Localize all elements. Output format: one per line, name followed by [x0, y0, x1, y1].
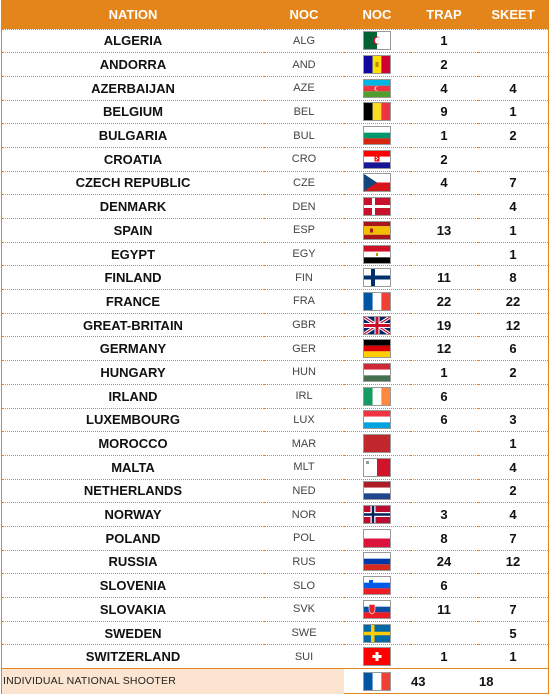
flag-bel-icon [344, 102, 410, 121]
skeet-cell [478, 574, 548, 598]
header-noc: NOC [289, 7, 319, 23]
table-row [2, 361, 548, 385]
trap-cell: 22 [410, 290, 478, 314]
nation-cell: GERMANY [2, 337, 264, 361]
flag-cell [344, 100, 410, 124]
skeet-cell: 4 [478, 455, 548, 479]
nation-cell: BULGARIA [2, 124, 264, 148]
skeet-cell: 6 [478, 337, 548, 361]
trap-cell: 12 [410, 337, 478, 361]
flag-cell [344, 242, 410, 266]
trap-cell: 1 [410, 361, 478, 385]
flag-cell [344, 76, 410, 100]
nation-cell: GREAT-BRITAIN [2, 313, 264, 337]
header-skeet: SKEET [491, 7, 535, 23]
flag-alg-icon [344, 31, 410, 50]
nation-cell: CROATIA [2, 147, 264, 171]
flag-egy-icon [344, 245, 410, 264]
nation-cell: BELGIUM [2, 100, 264, 124]
nation-cell: FINLAND [2, 266, 264, 290]
table-row [2, 290, 548, 314]
flag-rus-icon [344, 552, 410, 571]
noc-cell: AZE [264, 76, 344, 100]
skeet-cell: 1 [478, 242, 548, 266]
skeet-cell [478, 147, 548, 171]
noc-cell: NED [264, 479, 344, 503]
trap-cell: 2 [410, 147, 478, 171]
flag-lux-icon [344, 410, 410, 429]
noc-cell: LUX [264, 408, 344, 432]
flag-nor-icon [344, 505, 410, 524]
nation-cell: MALTA [2, 455, 264, 479]
nation-cell: SLOVAKIA [2, 598, 264, 622]
trap-cell [410, 621, 478, 645]
nation-cell: FRANCE [2, 290, 264, 314]
noc-cell: SUI [264, 645, 344, 669]
flag-esp-icon [344, 221, 410, 240]
table-row [2, 408, 548, 432]
trap-cell: 4 [410, 76, 478, 100]
skeet-cell: 1 [478, 645, 548, 669]
flag-cell [344, 479, 410, 503]
trap-cell: 13 [410, 219, 478, 243]
flag-cell [344, 526, 410, 550]
flag-mlt-icon [344, 458, 410, 477]
noc-cell: SVK [264, 598, 344, 622]
nation-cell: POLAND [2, 526, 264, 550]
flag-cell [344, 219, 410, 243]
table-row [2, 526, 548, 550]
table-row [2, 266, 548, 290]
nation-cell: LUXEMBOURG [2, 408, 264, 432]
flag-svk-icon [344, 600, 410, 619]
table-row [2, 337, 548, 361]
table-row [2, 100, 548, 124]
skeet-cell: 3 [478, 408, 548, 432]
flag-cell [344, 195, 410, 219]
noc-cell: MLT [264, 455, 344, 479]
skeet-cell: 2 [478, 361, 548, 385]
skeet-cell: 4 [478, 503, 548, 527]
flag-bul-icon [344, 126, 410, 145]
nation-cell: SPAIN [2, 219, 264, 243]
flag-cell [344, 645, 410, 669]
flag-cell [344, 290, 410, 314]
noc-cell: SLO [264, 574, 344, 598]
table-row [2, 124, 548, 148]
footer-trap: 43 [410, 669, 478, 694]
flag-cell [344, 408, 410, 432]
entries-table-panel [1, 0, 549, 694]
entries-table [2, 1, 548, 694]
flag-cell [344, 621, 410, 645]
table-row [2, 432, 548, 456]
footer-skeet: 18 [478, 669, 548, 694]
noc-cell: POL [264, 526, 344, 550]
table-row [2, 645, 548, 669]
table-row [2, 574, 548, 598]
skeet-cell: 2 [478, 124, 548, 148]
table-row [2, 550, 548, 574]
trap-cell: 2 [410, 53, 478, 77]
table-header-row [2, 1, 548, 29]
table-row [2, 621, 548, 645]
skeet-cell: 1 [478, 100, 548, 124]
skeet-cell: 7 [478, 526, 548, 550]
trap-cell: 24 [410, 550, 478, 574]
trap-cell: 3 [410, 503, 478, 527]
header-nation: NATION [108, 7, 158, 23]
skeet-cell: 12 [478, 550, 548, 574]
flag-fin-icon [344, 268, 410, 287]
nation-cell: RUSSIA [2, 550, 264, 574]
trap-cell: 1 [410, 29, 478, 53]
table-row [2, 479, 548, 503]
trap-cell: 6 [410, 408, 478, 432]
skeet-cell: 8 [478, 266, 548, 290]
trap-cell: 19 [410, 313, 478, 337]
flag-ned-icon [344, 481, 410, 500]
flag-slo-icon [344, 576, 410, 595]
skeet-cell [478, 53, 548, 77]
noc-cell: ESP [264, 219, 344, 243]
nation-cell: ANDORRA [2, 53, 264, 77]
flag-cell [344, 29, 410, 53]
trap-cell [410, 432, 478, 456]
trap-cell: 4 [410, 171, 478, 195]
trap-cell: 11 [410, 266, 478, 290]
nation-cell: AZERBAIJAN [2, 76, 264, 100]
skeet-cell: 4 [478, 76, 548, 100]
skeet-cell: 5 [478, 621, 548, 645]
noc-cell: CZE [264, 171, 344, 195]
trap-cell: 1 [410, 645, 478, 669]
noc-cell: AND [264, 53, 344, 77]
noc-cell: GER [264, 337, 344, 361]
nation-cell: CZECH REPUBLIC [2, 171, 264, 195]
table-row [2, 53, 548, 77]
nation-cell: SLOVENIA [2, 574, 264, 598]
trap-cell: 11 [410, 598, 478, 622]
trap-cell [410, 242, 478, 266]
flag-and-icon [344, 55, 410, 74]
skeet-cell: 4 [478, 195, 548, 219]
trap-cell: 6 [410, 384, 478, 408]
noc-cell: BUL [264, 124, 344, 148]
nation-cell: SWITZERLAND [2, 645, 264, 669]
skeet-cell: 1 [478, 432, 548, 456]
table-row [2, 171, 548, 195]
footer-flag-cell [344, 669, 410, 694]
flag-cell [344, 337, 410, 361]
table-row [2, 147, 548, 171]
flag-swe-icon [344, 624, 410, 643]
flag-gbr-icon [344, 316, 410, 335]
nation-cell: NETHERLANDS [2, 479, 264, 503]
table-row [2, 384, 548, 408]
header-trap: TRAP [426, 7, 462, 23]
noc-cell: ALG [264, 29, 344, 53]
trap-cell: 9 [410, 100, 478, 124]
skeet-cell [478, 29, 548, 53]
flag-pol-icon [344, 529, 410, 548]
table-row [2, 242, 548, 266]
flag-cro-icon [344, 150, 410, 169]
table-row [2, 503, 548, 527]
nation-cell: SWEDEN [2, 621, 264, 645]
flag-cell [344, 266, 410, 290]
noc-cell: SWE [264, 621, 344, 645]
trap-cell [410, 479, 478, 503]
table-row [2, 219, 548, 243]
skeet-cell: 7 [478, 598, 548, 622]
noc-cell: IRL [264, 384, 344, 408]
flag-aze-icon [344, 79, 410, 98]
flag-cell [344, 313, 410, 337]
flag-cell [344, 53, 410, 77]
flag-cell [344, 598, 410, 622]
nation-cell: MOROCCO [2, 432, 264, 456]
noc-cell: HUN [264, 361, 344, 385]
flag-irl-icon [344, 387, 410, 406]
trap-cell [410, 455, 478, 479]
table-row [2, 455, 548, 479]
noc-cell: DEN [264, 195, 344, 219]
table-row [2, 195, 548, 219]
skeet-cell: 2 [478, 479, 548, 503]
nation-cell: ALGERIA [2, 29, 264, 53]
flag-fra-icon [344, 292, 410, 311]
nation-cell: HUNGARY [2, 361, 264, 385]
flag-ger-icon [344, 339, 410, 358]
table-row [2, 76, 548, 100]
skeet-cell: 1 [478, 219, 548, 243]
trap-cell: 6 [410, 574, 478, 598]
skeet-cell: 7 [478, 171, 548, 195]
flag-sui-icon [344, 647, 410, 666]
noc-cell: FIN [264, 266, 344, 290]
noc-cell: GBR [264, 313, 344, 337]
trap-cell: 1 [410, 124, 478, 148]
flag-den-icon [344, 197, 410, 216]
trap-cell [410, 195, 478, 219]
table-row [2, 313, 548, 337]
noc-cell: NOR [264, 503, 344, 527]
table-row [2, 598, 548, 622]
flag-cell [344, 171, 410, 195]
table-row [2, 29, 548, 53]
flag-cell [344, 455, 410, 479]
flag-hun-icon [344, 363, 410, 382]
nation-cell: DENMARK [2, 195, 264, 219]
flag-cell [344, 550, 410, 574]
flag-mar-icon [344, 434, 410, 453]
flag-fra-icon [345, 672, 409, 691]
noc-cell: EGY [264, 242, 344, 266]
flag-cze-icon [344, 173, 410, 192]
footer-label: INDIVIDUAL NATIONAL SHOOTER [2, 669, 344, 694]
skeet-cell: 22 [478, 290, 548, 314]
nation-cell: IRLAND [2, 384, 264, 408]
flag-cell [344, 503, 410, 527]
noc-cell: MAR [264, 432, 344, 456]
flag-cell [344, 147, 410, 171]
header-noc-flag: NOC [362, 7, 392, 23]
noc-cell: FRA [264, 290, 344, 314]
trap-cell: 8 [410, 526, 478, 550]
skeet-cell [478, 384, 548, 408]
footer-row [2, 669, 548, 694]
noc-cell: CRO [264, 147, 344, 171]
noc-cell: BEL [264, 100, 344, 124]
flag-cell [344, 361, 410, 385]
flag-cell [344, 124, 410, 148]
nation-cell: EGYPT [2, 242, 264, 266]
skeet-cell: 12 [478, 313, 548, 337]
flag-cell [344, 432, 410, 456]
nation-cell: NORWAY [2, 503, 264, 527]
flag-cell [344, 384, 410, 408]
noc-cell: RUS [264, 550, 344, 574]
flag-cell [344, 574, 410, 598]
